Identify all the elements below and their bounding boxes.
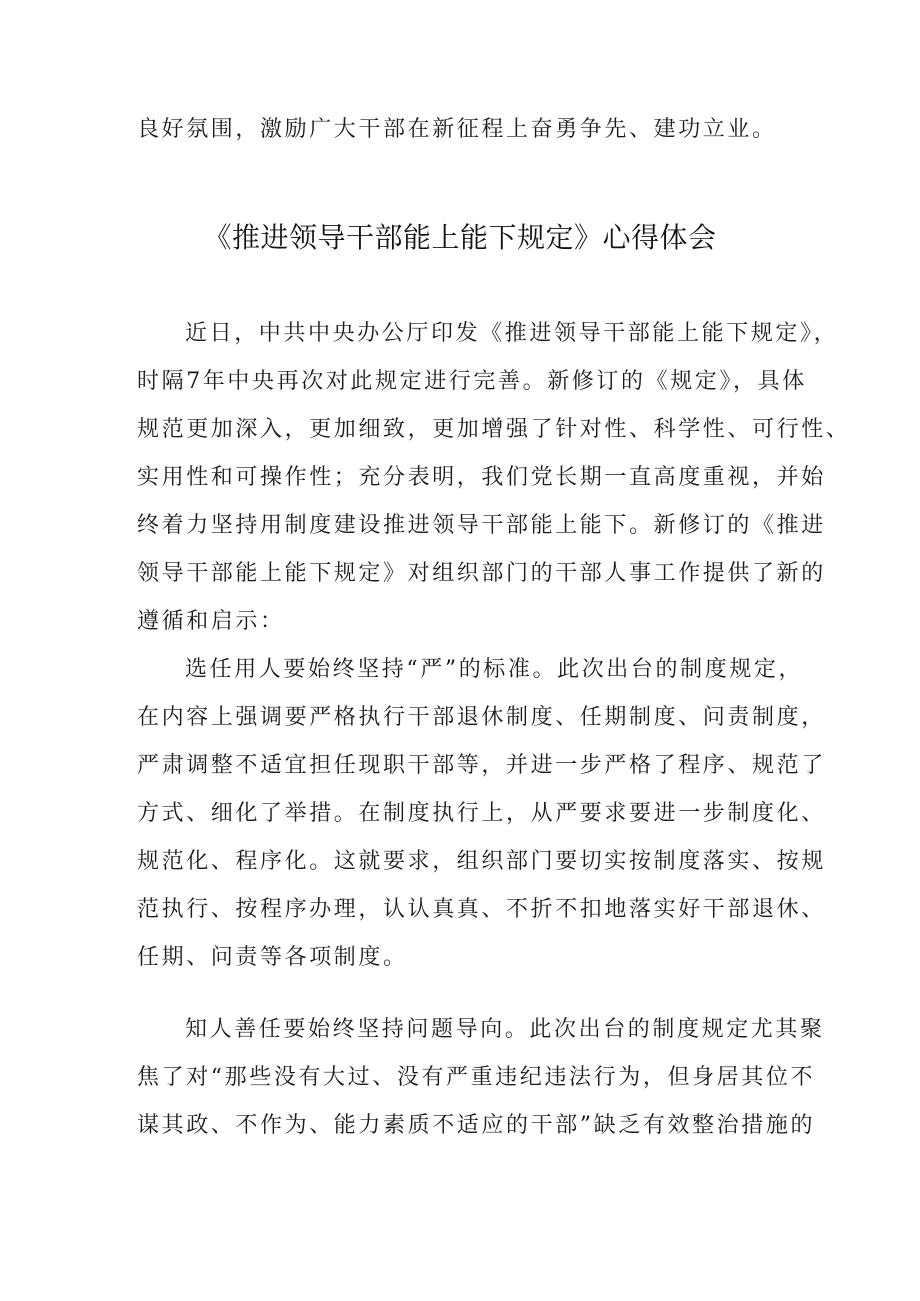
paragraph-line: 时隔7年中央再次对此规定进行完善。新修订的《规定》，具体	[137, 369, 807, 394]
top-fragment-line: 良好氛围，激励广大干部在新征程上奋勇争先、建功立业。	[137, 117, 777, 142]
paragraph-line: 终着力坚持用制度建设推进领导干部能上能下。新修订的《推进	[137, 513, 826, 538]
paragraph-line: 规范化、程序化。这就要求，组织部门要切实按制度落实、按规	[137, 849, 826, 874]
paragraph-line: 近日，中共中央办公厅印发《推进领导干部能上能下规定》，	[185, 321, 839, 346]
paragraph-line: 遵循和启示：	[137, 609, 285, 634]
paragraph-line: 实用性和可操作性；充分表明，我们党长期一直高度重视，并始	[137, 465, 826, 490]
paragraph-line: 选任用人要始终坚持“严”的标准。此次出台的制度规定，	[185, 657, 804, 682]
paragraph-line: 方式、细化了举措。在制度执行上，从严要求要进一步制度化、	[137, 801, 826, 826]
paragraph-line: 知人善任要始终坚持问题导向。此次出台的制度规定尤其聚	[185, 1017, 825, 1042]
document-title: 《推进领导干部能上能下规定》心得体会	[203, 221, 717, 254]
paragraph-line: 焦了对“那些没有大过、没有严重违纪违法行为，但身居其位不	[137, 1065, 816, 1090]
paragraph-line: 谋其政、不作为、能力素质不适应的干部”缺乏有效整治措施的	[137, 1113, 816, 1138]
paragraph-line: 在内容上强调要严格执行干部退休制度、任期制度、问责制度，	[137, 705, 826, 730]
paragraph-line: 严肃调整不适宜担任现职干部等，并进一步严格了程序、规范了	[137, 753, 826, 778]
paragraph-line: 领导干部能上能下规定》对组织部门的干部人事工作提供了新的	[137, 561, 826, 586]
paragraph-line: 任期、问责等各项制度。	[137, 945, 408, 970]
paragraph-line: 规范更加深入，更加细致，更加增强了针对性、科学性、可行性、	[137, 417, 851, 442]
paragraph-line: 范执行、按程序办理，认认真真、不折不扣地落实好干部退休、	[137, 897, 826, 922]
